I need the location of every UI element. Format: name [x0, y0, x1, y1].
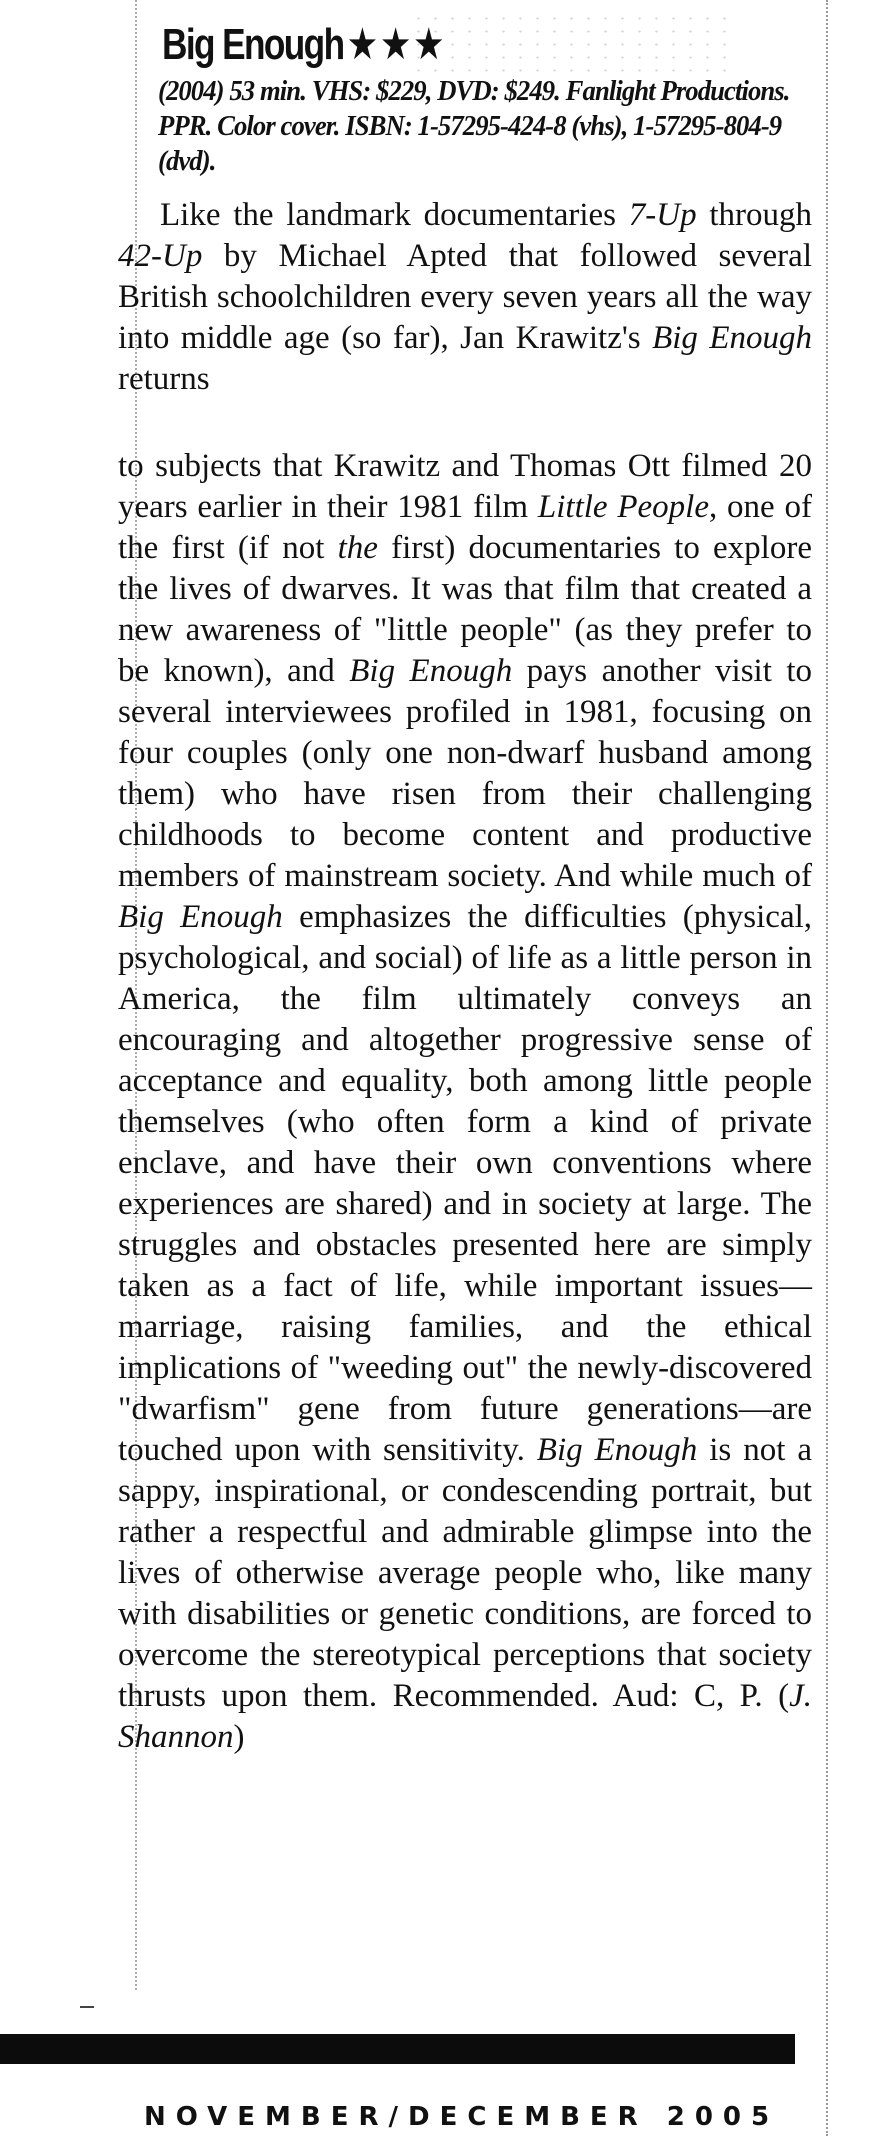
text-run: returns — [118, 361, 210, 397]
film-title: Big Enough — [652, 320, 812, 356]
film-title: Little People — [537, 489, 709, 525]
text-run: pays another visit to several interviewees profiled in 1981, focusing on four couples (only one non-dwarf husband among them) who have risen from their challenging childhoods to become content and productive members of mainstream society. And while much of — [118, 653, 812, 894]
column-gap — [118, 400, 812, 446]
issue-date: NOVEMBER/DECEMBER 2005 — [144, 2102, 780, 2132]
film-title: Big Enough — [536, 1432, 698, 1468]
reviewer-name: J. Shannon — [118, 1678, 812, 1755]
review-body — [118, 195, 812, 1758]
text-run: first) documentaries to explore the lives of dwarves. It was that film that created a new awareness of "little people" (as they prefer to be known), and — [118, 530, 812, 689]
text-run: emphasizes the difficulties (physical, psychological, and social) of life as a little person in America, the film ultimately conveys an encouraging and altogether progressive sense of acceptance and equality, both among little people themselves (who often form a kind of private enclave, and have their own conventions where experiences are shared) and in society at large. The struggles and obstacles presented here are simply taken as a fact of life, while important issues—marriage, raising families, and the ethical implications of "weeding out" the newly-discovered "dwarfism" gene from future generations—are touched upon with sensitivity. — [118, 899, 813, 1468]
film-title: Big Enough — [349, 653, 513, 689]
review-paragraph-1 — [118, 195, 812, 400]
footer-rule — [0, 2034, 795, 2064]
review-meta: (2004) 53 min. VHS: $229, DVD: $249. Fanlight Productions. PPR. Color cover. ISBN: 1-57295-424-8 (vhs), 1-57295-804-9 (dvd). — [158, 75, 790, 177]
star-rating: ★★★ — [346, 20, 447, 69]
text-run: by Michael Apted that followed several British schoolchildren every seven years all the way into middle age (so far), Jan Krawitz's — [118, 238, 812, 356]
film-title: 7-Up — [628, 197, 697, 233]
review-heading — [162, 16, 693, 74]
emphasis: the — [337, 530, 378, 566]
text-run: ) — [233, 1719, 245, 1755]
text-run: Like the landmark documentaries — [160, 197, 629, 233]
text-run: through — [696, 197, 812, 233]
review-entry — [118, 16, 826, 1758]
column-rule-right — [826, 0, 830, 2136]
text-run: is not a sappy, inspirational, or condescending portrait, but rather a respectful and admirable glimpse into the lives of otherwise average people who, like many with disabilities or genetic conditions, are forced to overcome the stereotypical perceptions that society thrusts upon them. Recommended. Aud: C, P. ( — [118, 1432, 813, 1714]
review-paragraph-2 — [118, 446, 812, 1758]
film-title: Big Enough — [118, 899, 283, 935]
text-run: to subjects that Krawitz and Thomas Ott filmed 20 years earlier in their 1981 film — [118, 448, 812, 525]
text-run: , one of the first (if not — [118, 489, 812, 566]
review-title: Big Enough — [162, 20, 344, 69]
stray-mark — [80, 2006, 94, 2008]
film-title: 42-Up — [118, 238, 203, 274]
